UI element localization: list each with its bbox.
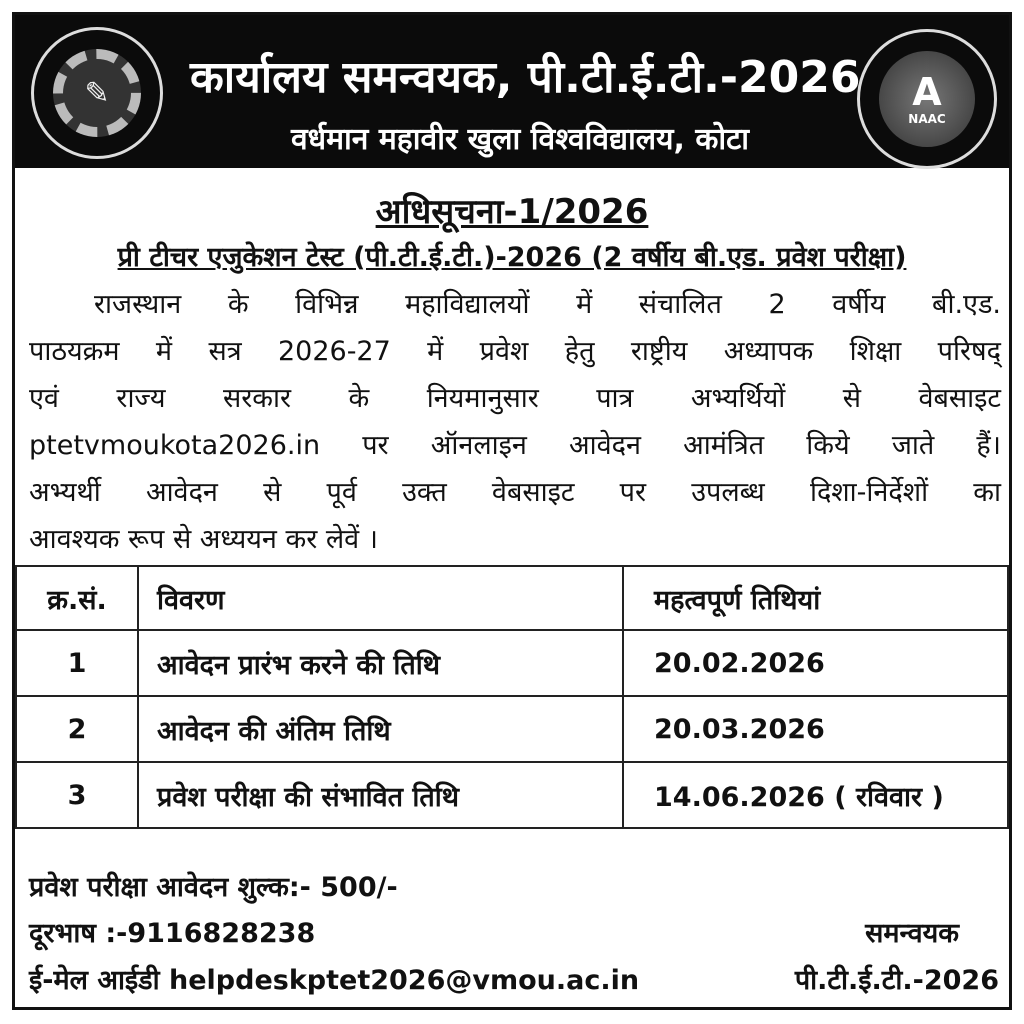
university-name: वर्धमान महावीर खुला विश्वविद्यालय, कोटा bbox=[290, 122, 750, 157]
office-title: कार्यालय समन्वयक, पी.टी.ई.टी.-2026 bbox=[190, 52, 861, 103]
signatory-title: समन्वयक bbox=[865, 918, 959, 949]
university-logo bbox=[31, 27, 163, 159]
fee-text: प्रवेश परीक्षा आवेदन शुल्क:- 500/- bbox=[29, 872, 398, 903]
notice-subtitle: प्री टीचर एजुकेशन टेस्ट (पी.टी.ई.टी.)-2026 (2 वर्षीय बी.एड. प्रवेश परीक्षा) bbox=[117, 242, 907, 273]
website-text: ptetvmoukota2026.in पर ऑनलाइन आवेदन आमंत्रित किये जाते हैं। bbox=[29, 430, 1001, 461]
header-banner bbox=[15, 15, 1009, 168]
notice-frame bbox=[12, 12, 1012, 1010]
phone-text: दूरभाष :-9116828238 bbox=[29, 918, 316, 949]
table-header: क्र.सं. विवरण महत्वपूर्ण तिथियां bbox=[16, 566, 1008, 630]
table-row: 2 आवेदन की अंतिम तिथि 20.03.2026 bbox=[16, 696, 1008, 762]
email-text: ई-मेल आईडी helpdeskptet2026@vmou.ac.in bbox=[29, 965, 640, 996]
gear-emblem-icon: ✎ bbox=[53, 49, 141, 137]
table-row: 1 आवेदन प्रारंभ करने की तिथि 20.02.2026 bbox=[16, 630, 1008, 696]
notice-body: राजस्थान के विभिन्न महाविद्यालयों में संचालित 2 वर्षीय बी.एड. पाठयक्रम में सत्र 2026-27 में प्रवेश हेतु राष्ट्रीय अध्यापक शिक्षा परिषद् एवं राज्य सरकार के नियमानुसार पात्र अभ्यर्थियों से वेबसाइट ptetvmoukota2026.in पर ऑनलाइन आवेदन आमंत्रित किये जाते हैं। अभ्यर्थी आवेदन से पूर्व उक्त वेबसाइट पर उपलब्ध दिशा-निर्देशों का आवश्यक रूप से अध्ययन कर लेवें । bbox=[29, 289, 1001, 555]
naac-logo: A NAAC bbox=[857, 29, 997, 169]
notice-title: अधिसूचना-1/2026 bbox=[375, 192, 649, 232]
dates-table bbox=[15, 565, 1009, 829]
table-row: 3 प्रवेश परीक्षा की संभावित तिथि 14.06.2026 ( रविवार ) bbox=[16, 762, 1008, 828]
signatory-org: पी.टी.ई.टी.-2026 bbox=[794, 965, 999, 996]
